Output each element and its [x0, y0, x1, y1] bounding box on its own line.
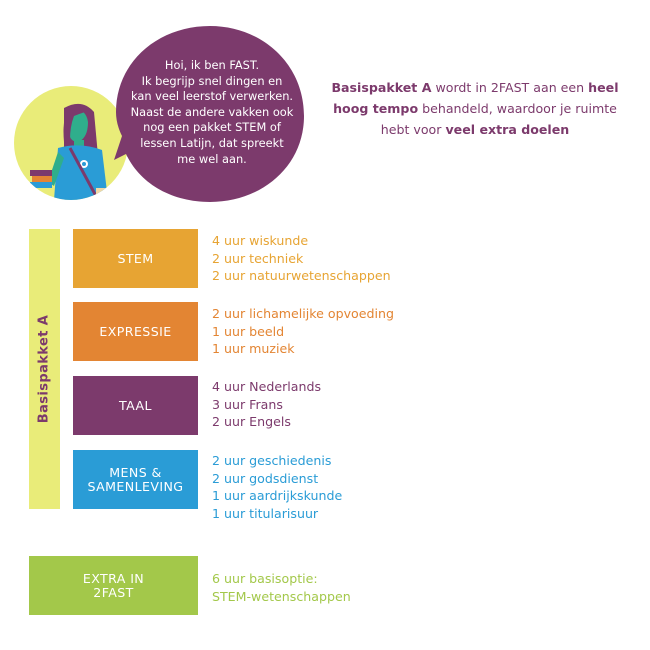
intro-text-part: behandeld, waardoor je ruimte hebt voor	[380, 101, 617, 137]
subject-item: 3 uur Frans	[212, 396, 283, 412]
subject-details-stem	[212, 232, 391, 285]
subject-label: TAAL	[119, 397, 152, 413]
intro-bold: Basispakket A	[331, 80, 432, 95]
bubble-line: lessen Latijn, dat spreekt	[140, 135, 284, 150]
subject-block-extra	[29, 556, 198, 615]
subject-item: 1 uur aardrijkskunde	[212, 488, 343, 503]
bubble-line: kan veel leerstof verwerken.	[130, 89, 294, 104]
subject-item: 2 uur lichamelijke opvoeding	[212, 306, 394, 321]
subject-block-stem	[73, 229, 198, 288]
bubble-line: Hoi, ik ben FAST.	[164, 58, 260, 72]
subject-details-expressie	[212, 305, 394, 358]
subject-item: 2 uur natuurwetenschappen	[212, 268, 391, 283]
subject-item: 4 uur wiskunde	[212, 233, 309, 248]
subject-label: STEM	[117, 250, 154, 266]
subject-details-extra	[212, 570, 351, 605]
subject-item: 1 uur titularisuur	[212, 505, 319, 521]
student-avatar-icon	[14, 86, 128, 200]
bubble-line: nog een pakket STEM of	[143, 120, 281, 135]
subject-item: 6 uur basisoptie:	[212, 571, 318, 586]
subject-item: 1 uur beeld	[212, 323, 285, 339]
bubble-line: Ik begrijp snel dingen en	[141, 73, 283, 88]
subject-details-taal	[212, 378, 321, 431]
subject-details-mens-samenleving	[212, 452, 342, 522]
intro-bold: veel extra doelen	[445, 122, 570, 137]
speech-bubble-text	[120, 58, 304, 167]
intro-text	[320, 77, 630, 140]
bubble-line: me wel aan.	[177, 151, 247, 166]
subject-block-expressie	[73, 302, 198, 361]
subject-label: EXTRA IN	[82, 570, 145, 586]
subject-item: 2 uur Engels	[212, 414, 291, 429]
intro-bold: heel hoog tempo	[333, 80, 619, 116]
subject-block-mens-samenleving	[73, 450, 198, 509]
subject-block-taal	[73, 376, 198, 435]
subject-item: 2 uur geschiedenis	[212, 453, 332, 468]
intro-text-part: wordt in 2FAST aan een	[431, 80, 589, 95]
bubble-line: Naast de andere vakken ook	[130, 104, 294, 119]
subject-item: 2 uur techniek	[212, 250, 304, 266]
subject-item: 1 uur muziek	[212, 341, 295, 356]
package-label: Basispakket A	[36, 314, 52, 424]
subject-label: SAMENLEVING	[87, 478, 184, 494]
subject-label: EXPRESSIE	[99, 323, 172, 339]
subject-item: STEM-wetenschappen	[212, 588, 351, 604]
subject-label: 2FAST	[93, 584, 134, 600]
subject-label: MENS &	[109, 464, 162, 480]
subject-item: 2 uur godsdienst	[212, 470, 319, 486]
subject-item: 4 uur Nederlands	[212, 379, 322, 394]
